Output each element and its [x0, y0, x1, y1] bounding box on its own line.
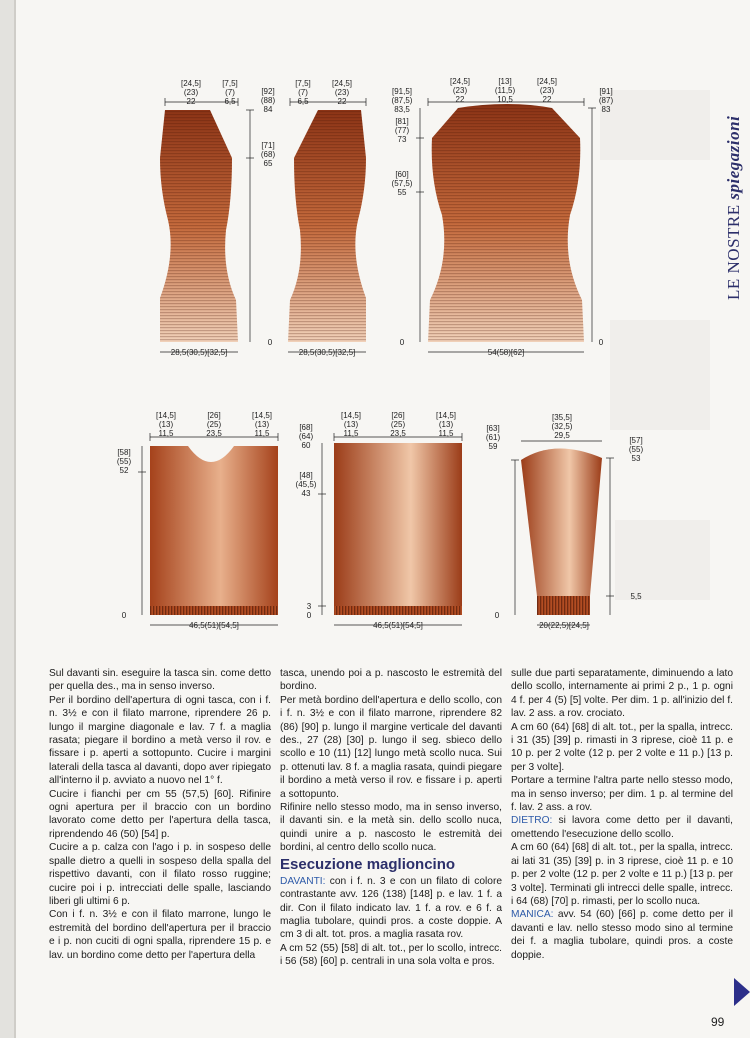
- instruction-paragraph: [511, 841, 733, 908]
- instruction-paragraph: [280, 694, 502, 801]
- dim-label: 46,5(51)[54,5]: [373, 621, 423, 630]
- paragraph-text: A cm 60 (64) [68] di alt. tot., per la spalla, intrecc. ai lati 31 (35) [39] p. in 3 riprese, cioè 11 p. e 10 p. per 2 volte (12 p. per 2 volte e 11 p.) [13 p. per 3 volte]. Terminati gli intrecci delle spalle, intrecc. i 64 (68) [70] p. rimasti, per lo scollo nuca.: [511, 842, 733, 907]
- dim-label: [24,5] (23) 22: [449, 77, 471, 104]
- paragraph-text: A cm 60 (64) [68] di alt. tot., per la spalla, intrecc. i 31 (35) [39] p. rimasti in 3 riprese, cioè 11 p. e 10 p. per 2 volte (12 p. per 2 volte e 11 p.) [13 p. per 3 volte].: [511, 721, 733, 773]
- paragraph-text: tasca, unendo poi a p. nascosto le estremità del bordino.: [280, 668, 502, 693]
- dim-label: [58] (55) 52: [116, 448, 132, 475]
- instruction-paragraph: [511, 908, 733, 962]
- dim-label: 5,5: [630, 592, 642, 601]
- dim-label: 0: [121, 611, 127, 620]
- paragraph-text: Portare a termine l'altra parte nello stesso modo, ma in senso inverso; per dim. 1 p. al termine del f. lav. 2 ass. a rov.: [511, 775, 733, 814]
- dim-label: [35,5] (32,5) 29,5: [551, 413, 573, 440]
- dim-label: [14,5] (13) 11,5: [155, 411, 177, 438]
- dim-label: 28,5(30,5)[32,5]: [298, 348, 356, 357]
- sweater-front-panel: [150, 446, 278, 615]
- text-column-1: [49, 667, 271, 962]
- dim-label: [57] (55) 53: [628, 436, 644, 463]
- dim-label: [26] (25) 23,5: [206, 411, 222, 438]
- instruction-paragraph: [280, 801, 502, 855]
- dim-label: [91] (87) 83: [598, 87, 614, 114]
- dim-label: [48] (45,5) 43: [295, 471, 317, 498]
- paragraph-text: Per metà bordino dell'apertura e dello scollo, con i f. n. 3½ e con il filato marrone, riprendere 82 (86) [90] p. lungo il margine verticale del davanti des., 27 (28) [30] p. lungo il seg. sbieco dello scollo e 10 (11) [12] lungo metà scollo nuca. Sui p. ottenuti lav. 8 f. a maglia rasata, quindi piegare il bordino a metà verso il rov. e fissare i p. aperti a sottopunto.: [280, 694, 502, 800]
- paragraph-text: si lavora come detto per il davanti, omettendo l'esecuzione dello scollo.: [511, 815, 733, 840]
- paragraph-text: Con i f. n. 3½ e con il filato marrone, lungo le estremità del bordino dell'apertura per il braccio e i p. non cuciti di ogni spalla, riprendere 15 p. e lav. un bordino come detto per l'apertura della: [49, 909, 271, 961]
- paragraph-text: A cm 52 (55) [58] di alt. tot., per lo scollo, intrecc. i 56 (58) [60] p. centrali in una sola volta e pros.: [280, 942, 502, 968]
- dim-label: [92] (88) 84: [260, 87, 276, 114]
- dim-label: 0: [267, 338, 273, 347]
- paragraph-text: Sul davanti sin. eseguire la tasca sin. come detto per quella des., ma in senso inverso.: [49, 668, 271, 693]
- dim-label: 54(58)[62]: [487, 348, 525, 357]
- dim-label: [14,5] (13) 11,5: [340, 411, 362, 438]
- dim-label: 20(22,5)[24,5]: [539, 621, 589, 630]
- instruction-paragraph: [49, 908, 271, 962]
- dim-label: [14,5] (13) 11,5: [435, 411, 457, 438]
- sweater-back-panel: [334, 443, 462, 615]
- instruction-paragraph: [511, 774, 733, 814]
- paragraph-text: con i f. n. 3 e con un filato di colore contrastante avv. 126 (138) [148] p. e lav. 1 f. a dir. Con il filato indicato lav. 1 f. a rov. e 6 f. a maglia tubolare, quindi pros. a coste doppie. A cm 3 di alt. tot. pros. a maglia rasata rov.: [280, 875, 502, 941]
- back-panel: [428, 104, 584, 342]
- instruction-paragraph: [511, 721, 733, 775]
- dim-label: [68] (64) 60: [298, 423, 314, 450]
- dim-label: [63] (61) 59: [485, 424, 501, 451]
- dim-label: [24,5] (23) 22: [180, 79, 202, 106]
- dim-label: [26] (25) 23,5: [390, 411, 406, 438]
- instruction-paragraph: [49, 788, 271, 842]
- instruction-paragraph: [49, 694, 271, 788]
- dim-label: [91,5] (87,5) 83,5: [391, 87, 413, 114]
- dim-label: 0: [598, 338, 604, 347]
- dim-label: 46,5(51)[54,5]: [189, 621, 239, 630]
- section-subtitle: Esecuzione maglioncino: [280, 855, 456, 873]
- dim-label: [13] (11,5) 10,5: [494, 77, 516, 104]
- paragraph-lead: DIETRO:: [511, 815, 553, 827]
- instruction-paragraph: [280, 875, 502, 942]
- instruction-paragraph: [511, 667, 733, 721]
- instruction-paragraph: [49, 667, 271, 694]
- section-title-vertical: [724, 60, 750, 300]
- dim-label: [14,5] (13) 11,5: [251, 411, 273, 438]
- dim-label: 0: [399, 338, 405, 347]
- paragraph-text: Rifinire nello stesso modo, ma in senso inverso, il davanti sin. e la metà sin. dello scollo nuca, quindi unire a p. nascosto le estremità dei bordini, al centro dello scollo nuca.: [280, 802, 502, 854]
- dim-label: 0: [306, 611, 312, 620]
- paragraph-text: sulle due parti separatamente, diminuendo a lato dello scollo, internamente ai primi 2 p., 1 p. ogni 4 f. per 4 (5) [5] volte. Per dim. 1 p. all'inizio del f. lav. 2 ass. a rov. crociato.: [511, 668, 733, 720]
- paragraph-text: avv. 54 (60) [66] p. come detto per il davanti e lav. nello stesso modo sino al termine dei f. a maglia tubolare, quindi pros. a coste doppie.: [511, 909, 733, 961]
- right-front-panel: [288, 110, 366, 342]
- paragraph-lead: MANICA:: [511, 909, 554, 921]
- paragraph-text: Cucire i fianchi per cm 55 (57,5) [60]. Rifinire ogni apertura per il braccio con un bordino lavorato come detto per l'apertura della tasca, riprendendo 46 (50) [54] p.: [49, 788, 271, 840]
- dim-label: [81] (77) 73: [394, 117, 410, 144]
- next-page-arrow-icon: [734, 978, 750, 1006]
- dim-label: 28,5(30,5)[32,5]: [170, 348, 228, 357]
- dim-label: 0: [494, 611, 500, 620]
- instruction-paragraph: [511, 814, 733, 841]
- sleeve-panel: [521, 448, 602, 615]
- dim-label: 3: [306, 602, 312, 611]
- instruction-paragraph: [49, 841, 271, 908]
- paragraph-text: Cucire a p. calza con l'ago i p. in sospeso delle spalle dietro a quelli in sospeso della spalla del rispettivo davanti, con il filato rosso ruggine; cucire poi i p. intrecciati delle spalle, lasciando liberi gli ultimi 6 p.: [49, 842, 271, 907]
- instruction-paragraph: [280, 942, 502, 969]
- text-column-2: [280, 667, 502, 969]
- instruction-paragraph: [280, 667, 502, 694]
- left-front-panel: [160, 110, 238, 342]
- text-column-3: [511, 667, 733, 962]
- page-number: 99: [711, 1015, 725, 1029]
- paragraph-lead: DAVANTI:: [280, 875, 326, 887]
- section-title-plain: LE NOSTRE: [724, 204, 743, 300]
- paragraph-text: Per il bordino dell'apertura di ogni tasca, con i f. n. 3½ e con il filato marrone, riprendere 26 p. lungo il margine diagonale e lav. 7 f. a maglia rasata; piegare il bordino a metà verso il rov. e fissare i p. aperti a sottopunto. Cucire i margini laterali della tasca al davanti, dopo aver ripiegato all'interno il p. avviato a nuovo nel 1° f.: [49, 694, 271, 787]
- dim-label: [60] (57,5) 55: [391, 170, 413, 197]
- dim-label: [24,5] (23) 22: [331, 79, 353, 106]
- dim-label: [7,5] (7) 6,5: [295, 79, 311, 106]
- dim-label: [24,5] (23) 22: [536, 77, 558, 104]
- section-title-emphasis: spiegazioni: [724, 115, 743, 200]
- dim-label: [71] (68) 65: [260, 141, 276, 168]
- dim-label: [7,5] (7) 6,5: [222, 79, 238, 106]
